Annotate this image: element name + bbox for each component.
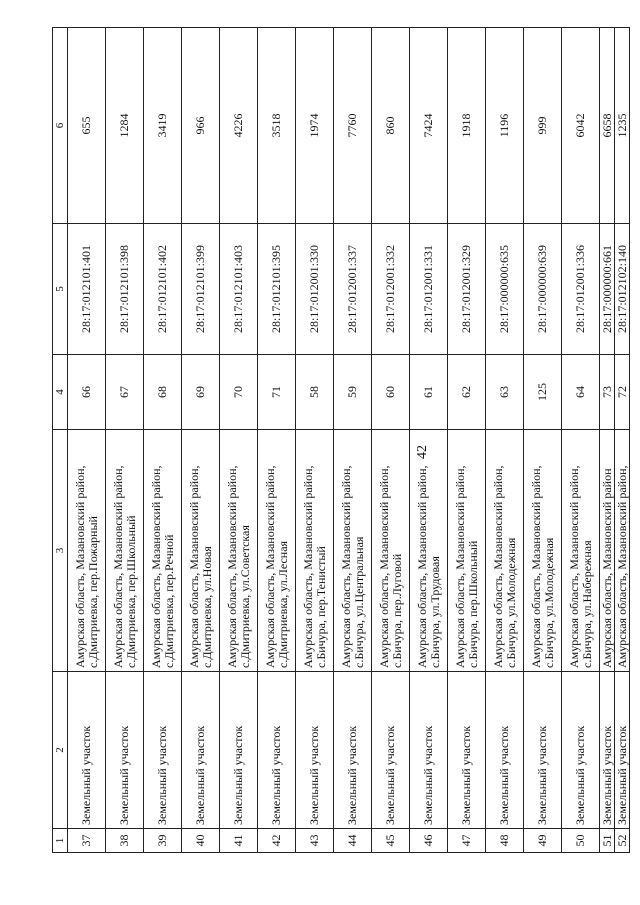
area-cell: 1974 xyxy=(296,28,334,224)
address-cell xyxy=(334,430,372,672)
address-cell xyxy=(258,430,296,672)
page-number: 42 xyxy=(415,445,430,459)
cadastral-number-cell: 28:17:000000:661 xyxy=(600,224,615,355)
address-line-2: с.Бичура, пер.Тенистый xyxy=(313,546,328,668)
table-row xyxy=(106,28,144,853)
cadastral-number-cell: 28:17:012001:332 xyxy=(372,224,410,355)
address-line-1: Амурская область, Мазановский район, xyxy=(338,465,353,668)
cadastral-number-cell: 28:17:012101:401 xyxy=(68,224,106,355)
cadastral-number-cell: 28:17:000000:639 xyxy=(524,224,562,355)
area-cell: 6042 xyxy=(562,28,600,224)
cadastral-number-cell: 28:17:012101:398 xyxy=(106,224,144,355)
row-number-cell: 49 xyxy=(524,829,562,853)
row-number-cell: 45 xyxy=(372,829,410,853)
cadastral-number-cell: 28:17:012001:336 xyxy=(562,224,600,355)
cadastral-number-cell: 28:17:000000:635 xyxy=(486,224,524,355)
address-cell xyxy=(182,430,220,672)
address-line-1: Амурская область, Мазановский район, xyxy=(614,465,629,668)
plot-type-cell: Земельный участок xyxy=(615,672,630,829)
address-cell xyxy=(372,430,410,672)
row-number-cell: 40 xyxy=(182,829,220,853)
address-cell xyxy=(410,430,448,672)
plot-type-cell: Земельный участок xyxy=(410,672,448,829)
cadastral-number-cell: 28:17:012101:395 xyxy=(258,224,296,355)
plot-type-cell: Земельный участок xyxy=(486,672,524,829)
lot-number-cell: 125 xyxy=(524,355,562,430)
area-cell: 1284 xyxy=(106,28,144,224)
lot-number-cell: 58 xyxy=(296,355,334,430)
address-cell xyxy=(296,430,334,672)
table-row xyxy=(296,28,334,853)
lot-number-cell: 62 xyxy=(448,355,486,430)
address-line-2: с.Бичура, ул.Молодежная xyxy=(503,537,518,668)
table-row xyxy=(562,28,600,853)
plot-type-cell: Земельный участок xyxy=(334,672,372,829)
address-line-1: Амурская область, Мазановский район, xyxy=(490,465,505,668)
row-number-cell: 48 xyxy=(486,829,524,853)
address-cell xyxy=(615,430,630,672)
cadastral-number-cell: 28:17:012101:402 xyxy=(144,224,182,355)
address-cell xyxy=(220,430,258,672)
table-row xyxy=(486,28,524,853)
plot-type-cell: Земельный участок xyxy=(296,672,334,829)
address-cell xyxy=(562,430,600,672)
plot-type-cell: Земельный участок xyxy=(372,672,410,829)
address-cell xyxy=(524,430,562,672)
header-col-1: 1 xyxy=(53,829,68,853)
plot-type-cell: Земельный участок xyxy=(106,672,144,829)
address-line-2: с.Бичура, ул.Центральная xyxy=(351,536,366,668)
address-line-1: Амурская область, Мазановский район xyxy=(599,468,614,668)
row-number-cell: 42 xyxy=(258,829,296,853)
address-line-1: Амурская область, Мазановский район, xyxy=(300,465,315,668)
address-line-1: Амурская область, Мазановский район, xyxy=(72,465,87,668)
table-row xyxy=(144,28,182,853)
address-line-1: Амурская область, Мазановский район, xyxy=(148,465,163,668)
header-col-5: 5 xyxy=(53,224,68,355)
area-cell: 7424 xyxy=(410,28,448,224)
header-col-4: 4 xyxy=(53,355,68,430)
rotated-table-container xyxy=(52,28,629,853)
table-row xyxy=(334,28,372,853)
row-number-cell: 41 xyxy=(220,829,258,853)
address-line-2: с.Бичура, пер.Луговой xyxy=(389,553,404,668)
lot-number-cell: 63 xyxy=(486,355,524,430)
lot-number-cell: 71 xyxy=(258,355,296,430)
address-cell xyxy=(448,430,486,672)
cadastral-number-cell: 28:17:012001:329 xyxy=(448,224,486,355)
lot-number-cell: 69 xyxy=(182,355,220,430)
row-number-cell: 50 xyxy=(562,829,600,853)
address-line-2: с.Дмитриевка, ул.Новая xyxy=(199,546,214,668)
table-row xyxy=(220,28,258,853)
row-number-cell: 39 xyxy=(144,829,182,853)
row-number-cell: 46 xyxy=(410,829,448,853)
area-cell: 3518 xyxy=(258,28,296,224)
lot-number-cell: 59 xyxy=(334,355,372,430)
header-col-6: 6 xyxy=(53,28,68,224)
plot-type-cell: Земельный участок xyxy=(600,672,615,829)
land-plots-table xyxy=(52,27,630,853)
area-cell: 3419 xyxy=(144,28,182,224)
table-row xyxy=(372,28,410,853)
header-col-2: 2 xyxy=(53,672,68,829)
cadastral-number-cell: 28:17:012102:140 xyxy=(615,224,630,355)
address-line-2: с.Дмитриевка, пер.Школьный xyxy=(123,515,138,668)
row-number-cell: 47 xyxy=(448,829,486,853)
lot-number-cell: 66 xyxy=(68,355,106,430)
address-cell xyxy=(68,430,106,672)
table-row xyxy=(448,28,486,853)
area-cell: 860 xyxy=(372,28,410,224)
row-number-cell: 38 xyxy=(106,829,144,853)
cadastral-number-cell: 28:17:012101:399 xyxy=(182,224,220,355)
cadastral-number-cell: 28:17:012001:331 xyxy=(410,224,448,355)
address-line-1: Амурская область, Мазановский район, xyxy=(452,465,467,668)
plot-type-cell: Земельный участок xyxy=(524,672,562,829)
row-number-cell: 43 xyxy=(296,829,334,853)
area-cell: 966 xyxy=(182,28,220,224)
address-line-1: Амурская область, Мазановский район, xyxy=(186,465,201,668)
address-cell xyxy=(106,430,144,672)
area-cell: 1196 xyxy=(486,28,524,224)
plot-type-cell: Земельный участок xyxy=(258,672,296,829)
address-line-2: с.Дмитриевка, пер.Речной xyxy=(161,534,176,668)
plot-type-cell: Земельный участок xyxy=(448,672,486,829)
cadastral-number-cell: 28:17:012001:337 xyxy=(334,224,372,355)
address-line-2: с.Дмитриевка, ул.Советская xyxy=(237,525,252,668)
table-body xyxy=(68,28,630,853)
address-line-1: Амурская область, Мазановский район, xyxy=(528,465,543,668)
plot-type-cell: Земельный участок xyxy=(562,672,600,829)
address-cell xyxy=(144,430,182,672)
table-header-row xyxy=(53,28,68,853)
area-cell: 7760 xyxy=(334,28,372,224)
row-number-cell: 44 xyxy=(334,829,372,853)
address-line-2: с.Бичура, пер.Школьный xyxy=(465,540,480,668)
header-col-3: 3 xyxy=(53,430,68,672)
address-cell xyxy=(486,430,524,672)
address-line-2: с.Бичура, ул.Трудовая xyxy=(427,556,442,668)
address-line-2: с.Бичура, ул.Набережная xyxy=(579,540,594,668)
row-number-cell: 52 xyxy=(615,829,630,853)
table-row xyxy=(600,28,615,853)
address-line-1: Амурская область, Мазановский район, xyxy=(262,465,277,668)
table-row xyxy=(182,28,220,853)
lot-number-cell: 67 xyxy=(106,355,144,430)
plot-type-cell: Земельный участок xyxy=(182,672,220,829)
lot-number-cell: 72 xyxy=(615,355,630,430)
area-cell: 655 xyxy=(68,28,106,224)
area-cell: 1918 xyxy=(448,28,486,224)
row-number-cell: 51 xyxy=(600,829,615,853)
lot-number-cell: 61 xyxy=(410,355,448,430)
table-row xyxy=(524,28,562,853)
address-line-2: с.Бичура, ул.Молодежная xyxy=(541,537,556,668)
table-row xyxy=(410,28,448,853)
area-cell: 1235 xyxy=(615,28,630,224)
cadastral-number-cell: 28:17:012001:330 xyxy=(296,224,334,355)
row-number-cell: 37 xyxy=(68,829,106,853)
lot-number-cell: 60 xyxy=(372,355,410,430)
plot-type-cell: Земельный участок xyxy=(144,672,182,829)
address-line-1: Амурская область, Мазановский район, xyxy=(566,465,581,668)
address-line-1: Амурская область, Мазановский район, xyxy=(414,465,429,668)
address-line-1: Амурская область, Мазановский район, xyxy=(224,465,239,668)
plot-type-cell: Земельный участок xyxy=(68,672,106,829)
address-line-2: с.Дмитриевка, пер.Пожарный xyxy=(85,516,100,668)
address-cell xyxy=(600,430,615,672)
area-cell: 4226 xyxy=(220,28,258,224)
area-cell: 999 xyxy=(524,28,562,224)
plot-type-cell: Земельный участок xyxy=(220,672,258,829)
address-line-1: Амурская область, Мазановский район, xyxy=(376,465,391,668)
table-row xyxy=(68,28,106,853)
lot-number-cell: 64 xyxy=(562,355,600,430)
lot-number-cell: 70 xyxy=(220,355,258,430)
address-line-1: Амурская область, Мазановский район, xyxy=(110,465,125,668)
cadastral-number-cell: 28:17:012101:403 xyxy=(220,224,258,355)
area-cell: 6658 xyxy=(600,28,615,224)
lot-number-cell: 68 xyxy=(144,355,182,430)
table-row xyxy=(615,28,630,853)
lot-number-cell: 73 xyxy=(600,355,615,430)
address-line-2: с.Дмитриевка, ул.Лесная xyxy=(275,540,290,668)
table-row xyxy=(258,28,296,853)
